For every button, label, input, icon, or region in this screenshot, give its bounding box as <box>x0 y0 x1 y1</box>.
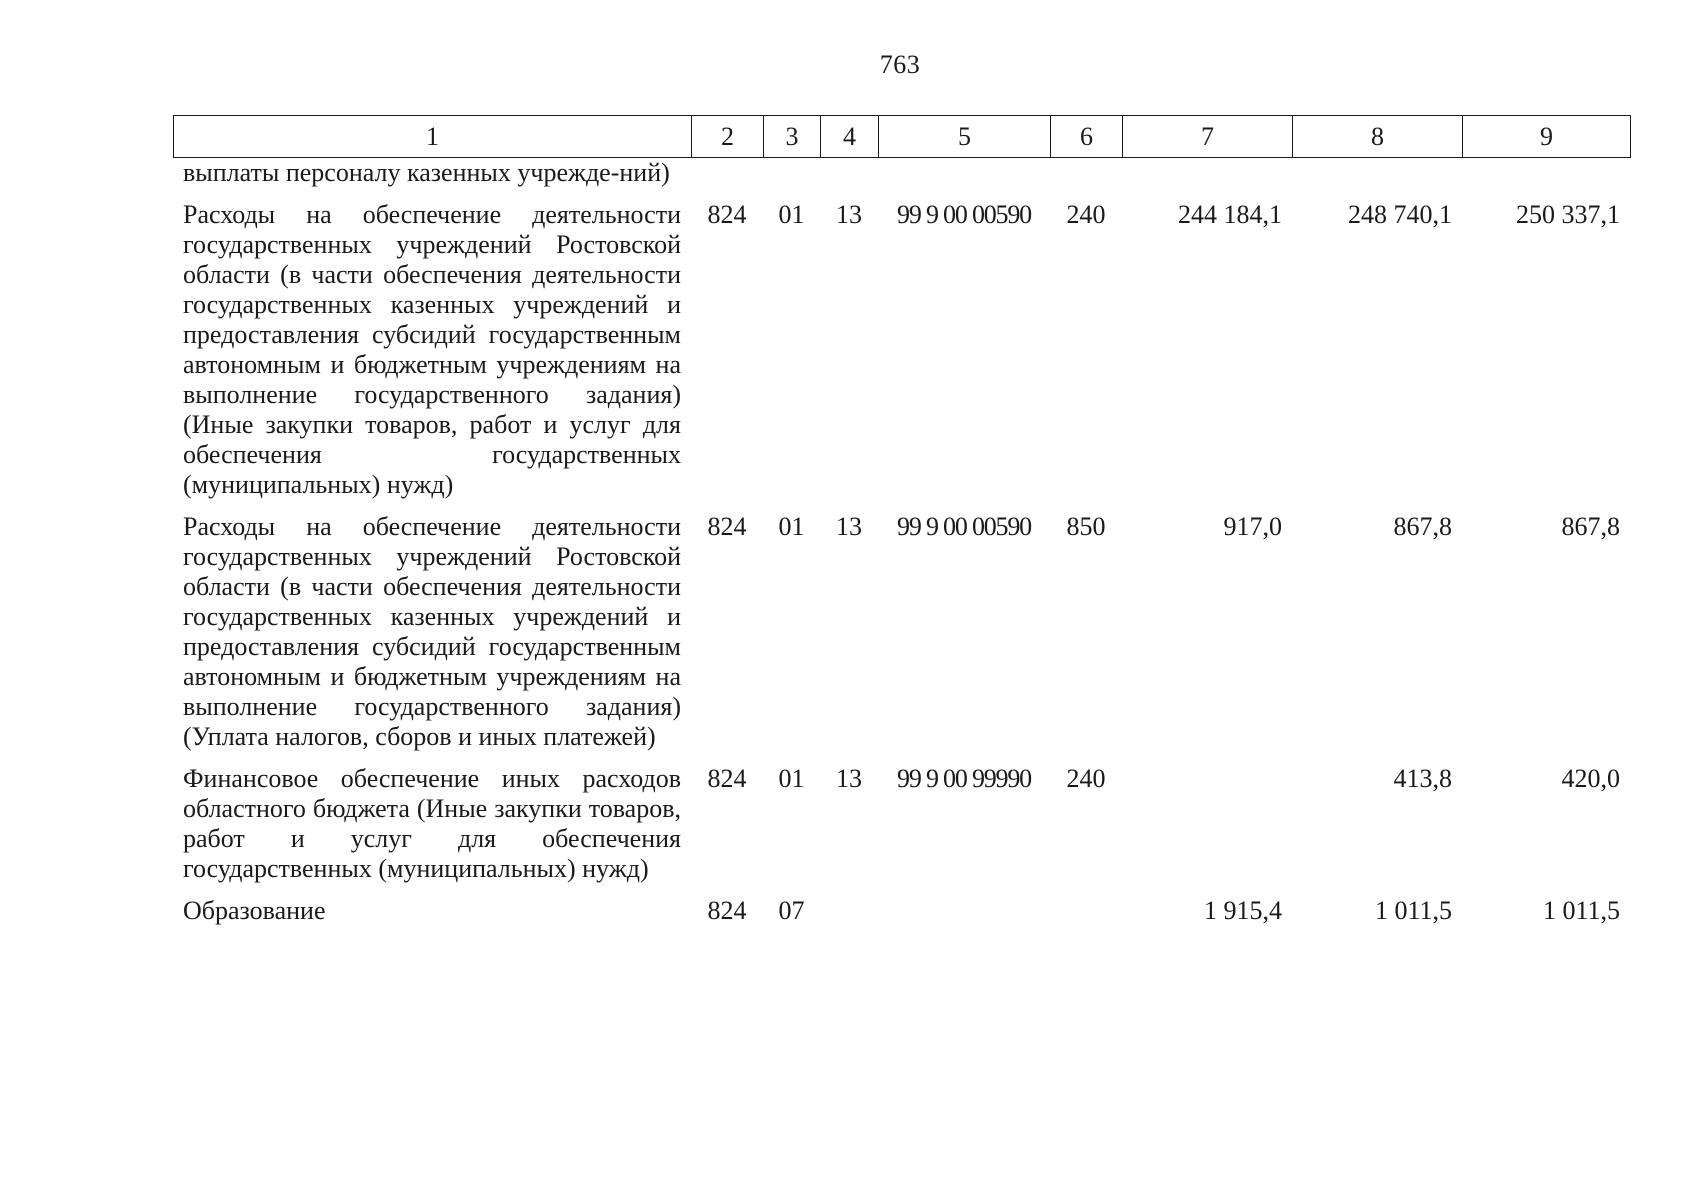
table-row <box>173 158 1630 188</box>
column-header-8: 8 <box>1293 116 1463 158</box>
budget-table-body <box>173 158 1630 926</box>
row-expense-type-code <box>1050 884 1122 926</box>
row-amount-col7: 917,0 <box>1223 512 1282 541</box>
row-ministry-code <box>691 158 763 188</box>
row-description: выплаты персоналу казенных учрежде-ний) <box>183 158 670 187</box>
row-subsection-code: 13 <box>836 200 862 229</box>
row-section-code: 01 <box>778 764 805 793</box>
row-target-article-code <box>878 158 1050 188</box>
row-target-article-code <box>878 884 1050 926</box>
row-amount-col9: 250 337,1 <box>1516 200 1620 229</box>
row-description: Расходы на обеспечение деятельности государственных учреждений Ростовской области (в части обеспечения деятельности государственных казенных учреждений и предоставления субсидий государственным автономным и бюджетным учреждениям на выполнение государственного задания) (Уплата налогов, сборов и иных платежей) <box>183 512 681 751</box>
row-amount-col8: 1 011,5 <box>1374 896 1452 925</box>
row-target-article-code: 99 9 00 00590 <box>897 512 1031 541</box>
column-header-6: 6 <box>1051 116 1123 158</box>
table-row <box>173 188 1630 500</box>
row-target-article-code: 99 9 00 00590 <box>897 200 1031 229</box>
row-ministry-code: 824 <box>707 512 747 541</box>
table-row <box>173 884 1630 926</box>
column-header-1: 1 <box>174 116 692 158</box>
row-ministry-code: 824 <box>707 200 747 229</box>
row-section-code: 01 <box>778 512 805 541</box>
row-subsection-code <box>820 158 878 188</box>
row-section-code: 01 <box>778 200 805 229</box>
table-row <box>173 752 1630 884</box>
row-amount-col9: 420,0 <box>1561 764 1620 793</box>
row-amount-col8: 248 740,1 <box>1348 200 1452 229</box>
row-ministry-code: 824 <box>707 764 747 793</box>
row-amount-col8: 867,8 <box>1393 512 1452 541</box>
row-amount-col7: 244 184,1 <box>1178 200 1282 229</box>
row-expense-type-code: 240 <box>1066 200 1106 229</box>
row-subsection-code: 13 <box>836 764 862 793</box>
row-amount-col9 <box>1462 158 1630 188</box>
row-section-code: 07 <box>778 896 805 925</box>
row-expense-type-code: 240 <box>1066 764 1106 793</box>
row-amount-col9: 1 011,5 <box>1542 896 1620 925</box>
column-number-row <box>174 116 1631 158</box>
row-section-code <box>763 158 820 188</box>
row-amount-col8 <box>1292 158 1462 188</box>
row-amount-col7 <box>1122 752 1292 884</box>
row-amount-col8: 413,8 <box>1393 764 1452 793</box>
row-subsection-code <box>820 884 878 926</box>
table-row <box>173 500 1630 752</box>
row-amount-col7: 1 915,4 <box>1204 896 1282 925</box>
row-ministry-code: 824 <box>707 896 747 925</box>
column-header-4: 4 <box>821 116 879 158</box>
row-description: Расходы на обеспечение деятельности государственных учреждений Ростовской области (в части обеспечения деятельности государственных казенных учреждений и предоставления субсидий государственным автономным и бюджетным учреждениям на выполнение государственного задания) (Иные закупки товаров, работ и услуг для обеспечения государственных (муниципальных) нужд) <box>183 200 681 499</box>
row-amount-col9: 867,8 <box>1561 512 1620 541</box>
row-expense-type-code: 850 <box>1066 512 1106 541</box>
column-header-5: 5 <box>879 116 1051 158</box>
row-subsection-code: 13 <box>836 512 862 541</box>
column-header-9: 9 <box>1463 116 1631 158</box>
row-amount-col7 <box>1122 158 1292 188</box>
column-header-7: 7 <box>1123 116 1293 158</box>
column-header-3: 3 <box>764 116 821 158</box>
row-description: Образование <box>183 896 326 925</box>
row-expense-type-code <box>1050 158 1122 188</box>
page-number: 763 <box>879 50 921 79</box>
column-header-table <box>173 115 1631 158</box>
row-target-article-code: 99 9 00 99990 <box>897 764 1031 793</box>
column-header-2: 2 <box>692 116 764 158</box>
row-description: Финансовое обеспечение иных расходов областного бюджета (Иные закупки товаров, работ и услуг для обеспечения государственных (муниципальных) нужд) <box>183 764 681 883</box>
